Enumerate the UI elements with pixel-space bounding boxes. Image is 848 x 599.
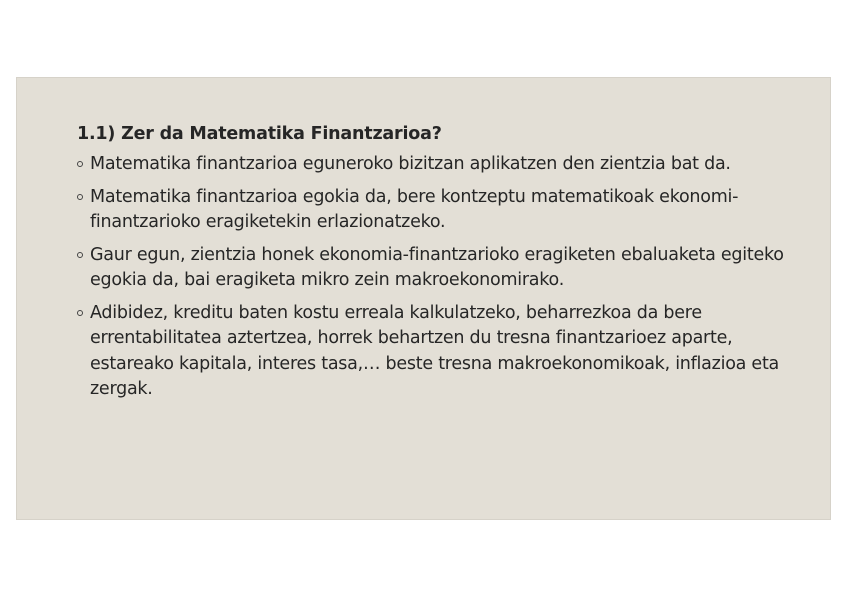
bullet-circle-icon <box>77 310 83 316</box>
slide-title: 1.1) Zer da Matematika Finantzarioa? <box>77 124 442 144</box>
bullet-text: Adibidez, kreditu baten kostu erreala kalkulatzeko, beharrezkoa da bere errentabilitatea aztertzea, horrek behartzen du tresna finantzarioez aparte, estareako kapitala, interes tasa,… beste tresna makroekonomikoak, inflazioa eta zergak. <box>90 302 780 399</box>
bullet-item <box>77 152 797 178</box>
bullet-circle-icon <box>77 194 83 200</box>
bullet-item <box>77 243 797 294</box>
bullet-circle-icon <box>77 252 83 258</box>
bullet-text: Gaur egun, zientzia honek ekonomia-finantzarioko eragiketen ebaluaketa egiteko egokia da, bai eragiketa mikro zein makroekonomirako. <box>90 244 784 290</box>
bullet-circle-icon <box>77 161 83 167</box>
slide <box>16 77 831 520</box>
bullet-list <box>77 152 797 403</box>
bullet-text: Matematika finantzarioa eguneroko bizitzan aplikatzen den zientzia bat da. <box>90 154 731 174</box>
bullet-item <box>77 301 797 403</box>
bullet-text: Matematika finantzarioa egokia da, bere kontzeptu matematikoak ekonomi-finantzarioko eragiketekin erlazionatzeko. <box>90 186 739 232</box>
bullet-item <box>77 185 797 236</box>
slide-content <box>77 122 797 410</box>
